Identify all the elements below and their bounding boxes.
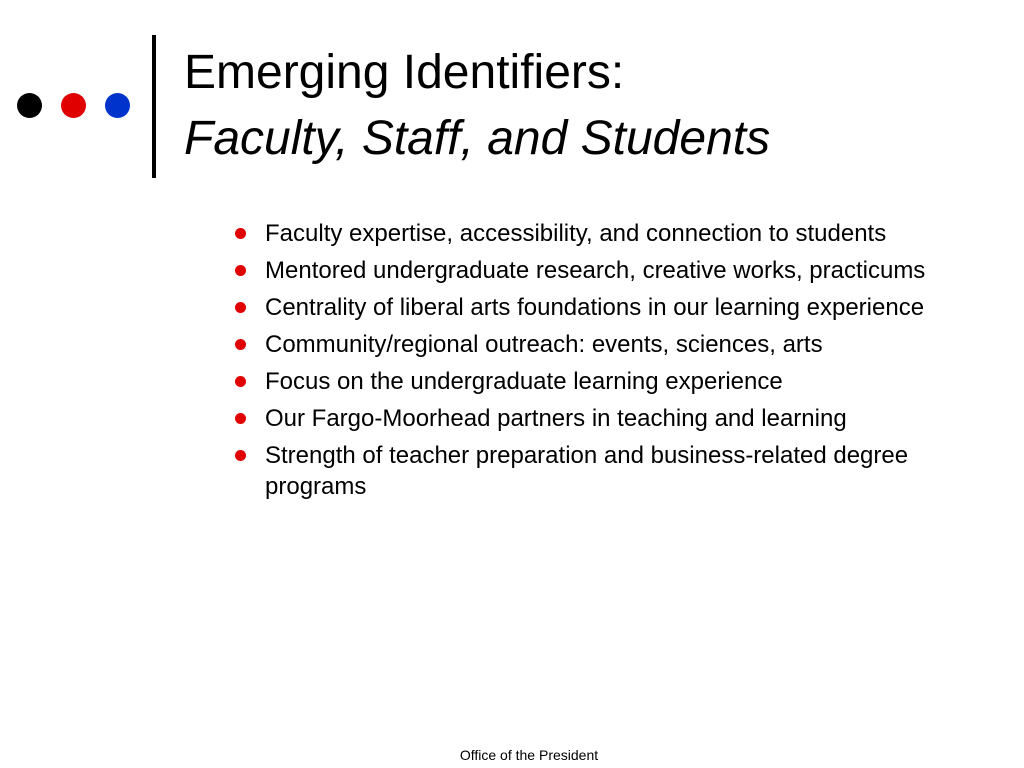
bullet-item [232,218,952,249]
bullet-text: Focus on the undergraduate learning experience [265,368,783,395]
title-divider [152,35,156,178]
bullet-item [232,292,952,323]
bullet-item [232,440,952,502]
blue-dot-icon [105,93,130,118]
bullet-dot-icon [235,228,246,239]
bullet-text: Strength of teacher preparation and business-related degree programs [265,442,909,500]
bullet-text: Our Fargo-Moorhead partners in teaching and learning [265,405,847,432]
title-line-2: Faculty, Staff, and Students [184,112,771,165]
bullet-list [232,218,952,508]
bullet-item [232,255,952,286]
bullet-dot-icon [235,376,246,387]
black-dot-icon [17,93,42,118]
slide-footer: Office of the President [459,747,599,763]
bullet-dot-icon [235,265,246,276]
bullet-text: Community/regional outreach: events, sciences, arts [265,331,823,358]
bullet-text: Faculty expertise, accessibility, and connection to students [265,220,887,247]
bullet-text: Centrality of liberal arts foundations in our learning experience [265,294,925,321]
bullet-dot-icon [235,302,246,313]
bullet-text: Mentored undergraduate research, creative works, practicums [265,257,926,284]
title-line-1: Emerging Identifiers: [184,46,625,99]
red-dot-icon [61,93,86,118]
bullet-item [232,329,952,360]
bullet-dot-icon [235,413,246,424]
bullet-item [232,403,952,434]
bullet-dot-icon [235,450,246,461]
decorative-dots [17,93,132,119]
bullet-item [232,366,952,397]
slide-title [184,40,770,172]
bullet-dot-icon [235,339,246,350]
